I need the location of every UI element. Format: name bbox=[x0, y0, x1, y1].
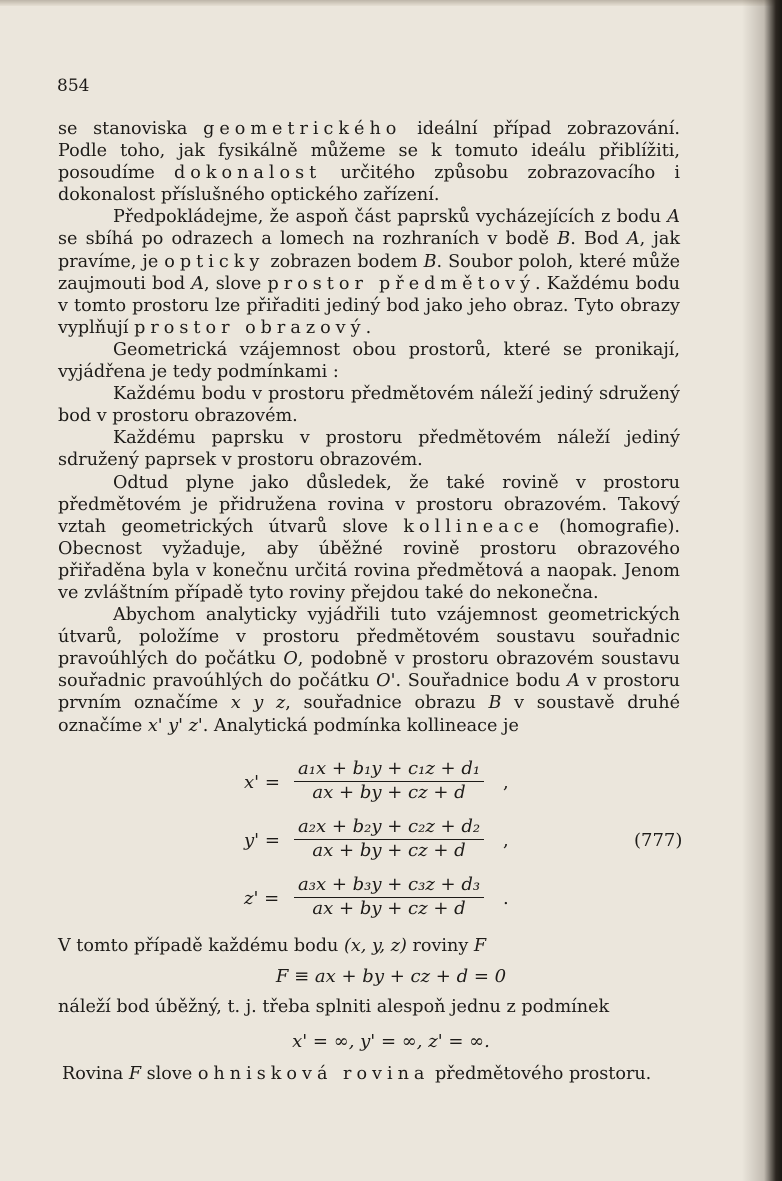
eq-lhs: x' = bbox=[244, 772, 280, 793]
spaced-term: prostor předmětový bbox=[267, 273, 536, 294]
infinity-conditions: x' = ∞, y' = ∞, z' = ∞. bbox=[292, 1031, 490, 1052]
paragraph-2: Předpokládejme, že aspoň část paprsků vycházejících z bodu A se sbíhá po odrazech a lomech na rozhraních v bodě B. Bod A, jak pravíme, je opticky zobrazen bodem B. Soubor poloh, které může zaujmouti bod A, slove prostor předmětový. Každému bodu v tomto prostoru lze přiřaditi jediný bod jako jeho obraz. Tyto obrazy vyplňují prostor obrazový. bbox=[58, 207, 680, 338]
eq-punct: , bbox=[503, 830, 509, 851]
paragraph-5: Každému paprsku v prostoru předmětovém náleží jediný sdružený paprsek v prostoru obrazovém. bbox=[58, 428, 680, 471]
page-gutter-shadow bbox=[742, 0, 782, 1181]
eq-fraction bbox=[294, 758, 484, 804]
eq-denominator: ax + by + cz + d bbox=[312, 840, 466, 861]
eq-fraction bbox=[294, 816, 484, 862]
paragraph-1: se stanoviska geometrického ideální případ zobrazování. Podle toho, jak fysikálně můžeme se k tomuto ideálu přiblížiti, posoudíme dokonalost určitého způsobu zobrazovacího i dokonalost příslušného optického zařízení. bbox=[58, 119, 681, 206]
spaced-term: kollineace bbox=[403, 516, 544, 537]
plane-equation: F ≡ ax + by + cz + d = 0 bbox=[275, 966, 507, 987]
page-number: 854 bbox=[57, 76, 90, 96]
eq-punct: , bbox=[503, 772, 509, 793]
paragraph-4: Každému bodu v prostoru předmětovém náleží jediný sdružený bod v prostoru obrazovém. bbox=[58, 384, 680, 427]
paragraph-6: Odtud plyne jako důsledek, že také rovině v prostoru předmětovém je přidružena rovina v prostoru obrazovém. Takový vztah geometrických útvarů slove kollineace (homografie). Obecnost vyžaduje, aby úběžné rovině prostoru obrazového přiřaděna byla v konečnu určitá rovina předmětová a naopak. Jenom ve zvláštním případě tyto roviny přejdou také do nekonečna. bbox=[58, 472, 681, 603]
spaced-term: geometrického bbox=[203, 119, 402, 139]
eq-numerator: a₃x + b₃y + c₃z + d₃ bbox=[294, 874, 484, 898]
eq-lhs: z' = bbox=[244, 888, 280, 909]
body-text bbox=[58, 118, 680, 737]
eq-lhs: y' = bbox=[244, 830, 280, 851]
text-line-after-2: náleží bod úběžný, t. j. třeba splniti alespoň jednu z podmínek bbox=[58, 997, 610, 1017]
page-top-edge bbox=[0, 0, 782, 6]
eq-denominator: ax + by + cz + d bbox=[312, 898, 466, 919]
paragraph-7: Abychom analyticky vyjádřili tuto vzájemnost geometrických útvarů, položíme v prostoru předmětovém soustavu souřadnic pravoúhlých do počátku O, podobně v prostoru obrazovém soustavu souřadnic pravoúhlých do počátku O'. Souřadnice bodu A v prostoru prvním označíme x y z, souřadnice obrazu B v soustavě druhé označíme x' y' z'. Analytická podmínka kollineace je bbox=[58, 605, 681, 736]
spaced-term: prostor obrazový bbox=[134, 317, 366, 338]
text-line-after-1: V tomto případě každému bodu (x, y, z) roviny F bbox=[58, 936, 487, 956]
spaced-term: opticky bbox=[164, 251, 265, 272]
spaced-term: dokonalost bbox=[173, 163, 322, 184]
spaced-term: ohnisková rovina bbox=[197, 1064, 430, 1084]
eq-numerator: a₂x + b₂y + c₂z + d₂ bbox=[294, 816, 484, 840]
text-line-after-3: Rovina F slove ohnisková rovina předmětového prostoru. bbox=[62, 1064, 652, 1084]
eq-punct: . bbox=[503, 888, 509, 909]
eq-denominator: ax + by + cz + d bbox=[312, 782, 466, 803]
equation-number: (777) bbox=[634, 830, 683, 851]
eq-fraction bbox=[294, 874, 484, 920]
paragraph-3: Geometrická vzájemnost obou prostorů, které se pronikají, vyjádřena je tedy podmínkami : bbox=[58, 339, 680, 383]
eq-numerator: a₁x + b₁y + c₁z + d₁ bbox=[294, 758, 484, 782]
